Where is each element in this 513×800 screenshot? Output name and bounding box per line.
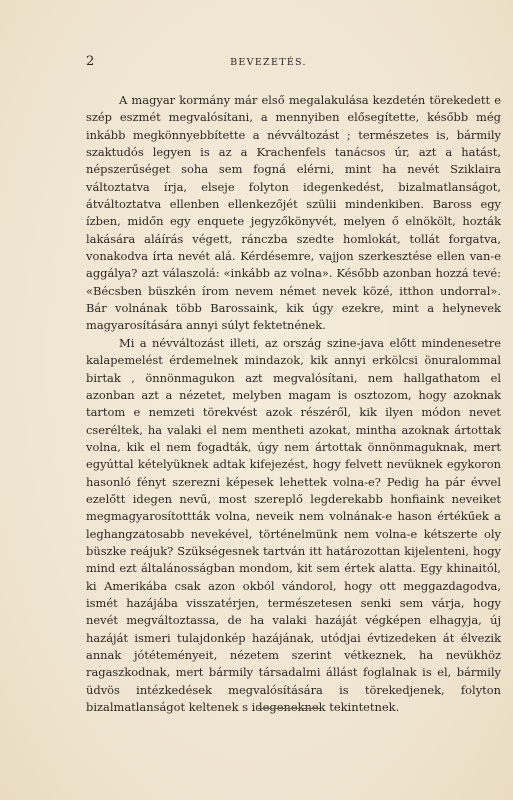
end-rule [258,708,320,709]
paragraph: Mi a névváltozást illeti, az ország szine-java előtt mindenesetre kalapemelést érdemelnek mindazok, kik annyi erkölcsi önuralommal birtak , önnönmagukon azt megvalósítani, nem hallgathatom el azonban azt a nézetet, melyben magam is osztozom, hogy azoknak tartom e nemzeti törekvést azok részéről, kik ilyen módon nevet cseréltek, ha valaki el nem mentheti azokat, mintha azoknak ártottak volna, kik el nem fogadták, úgy nem ártottak önnönmaguknak, mert egyúttal kételyüknek adtak kifejezést, hogy felvett nevüknek egykoron hasonló fényt szerezni képesek lehettek volna-e? Pedig ha pár évvel ezelőtt idegen nevű, most szereplő legderekabb honfiaink neveiket megmagyarosítottták volna, neveik nem volnának-e hason értékűek a leghangzatosabb nevekével, történelmünk nem volna-e kétszerte oly büszke reájuk? Szükségesnek tartván itt határozottan kijelenteni, hogy mind ezt általánosságban mondom, kit sem értek alatta. Egy khinaitól, ki Amerikába csak azon okból vándorol, hogy ott meggazdagodva, ismét hazájába visszatérjen, természetesen senki sem várja, hogy nevét megváltoztassa, de ha valaki hazáját végképen elhagyja, új hazáját ismeri tulajdonkép hazájának, utódjai évtizedeken át élvezik annak jótéteményeit, nézetem szerint vétkeznek, ha nevükhöz ragaszkodnak, mert bármily társadalmi állást foglalnak is el, bármily üdvös intézkedések megvalósítására is törekedjenek, folyton bizalmatlanságot keltenek s idegeneknek tekintetnek. [86,335,501,715]
paragraph: A magyar kormány már első megalakulása kezdetén törekedett e szép eszmét megvalósítani, a mennyiben elősegítette, később még inkább megkönnyebbítette a névváltozást ; természetes is, bármily szaktudós legyen is az a Krachenfels tanácsos úr, azt a hatást, népszerűséget soha sem fogná elérni, mint ha nevét Sziklaira változtatva írja, elseje folyton idegenkedést, bizalmatlanságot, átváltoztatva ellenben ellenkezőjét szülii mindenkiben. Baross egy ízben, midőn egy enquete jegyzőkönyvét, melyen ő elnökölt, hozták lakására aláírás végett, ránczba szedte homlokát, tollát forgatva, vonakodva írta nevét alá. Kérdésemre, vajjon szerkesztése ellen van-e aggálya? azt válaszolá: «inkább az volna». Később azonban hozzá tevé: «Bécsben büszkén írom nevem német nevek közé, itthon undorral». Bár volnának több Barossaink, kik úgy ezekre, mint a helynevek magyarosítására annyi súlyt fektetnének. [86,93,501,333]
page-header [86,56,451,72]
running-head: BEVEZETÉS. [230,57,307,68]
page-number: 2 [86,54,95,69]
body-text [86,92,501,716]
